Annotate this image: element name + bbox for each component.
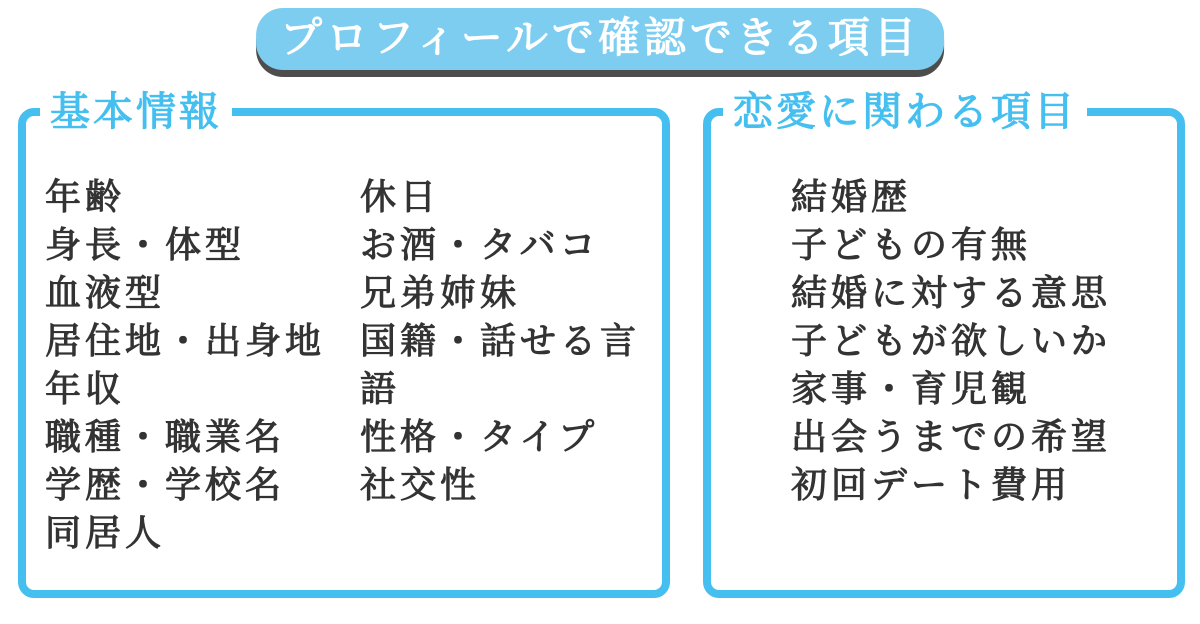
list-item: 家事・育児観	[791, 368, 1032, 409]
list-item: 結婚歴	[791, 176, 912, 217]
section-heading-basic-info: 基本情報	[40, 90, 232, 134]
list-item: 初回デート費用	[791, 464, 1072, 505]
list-item: 血液型	[45, 272, 166, 313]
basic-info-column-1	[45, 173, 360, 557]
basic-info-column-2	[360, 173, 652, 557]
list-item: 年収	[45, 368, 126, 409]
list-item: 年齢	[45, 176, 126, 217]
list-item: 同居人	[45, 512, 166, 553]
basic-info-columns	[26, 116, 662, 557]
list-item: 子どもが欲しいか	[791, 320, 1112, 361]
page-title: プロフィールで確認できる項目	[280, 14, 920, 61]
list-item: 休日	[360, 176, 441, 217]
list-item: お酒・タバコ	[360, 224, 600, 265]
list-item: 兄弟姉妹	[360, 272, 521, 313]
list-item: 子どもの有無	[791, 224, 1032, 265]
list-item: 出会うまでの希望	[791, 416, 1112, 457]
romance-items-columns	[711, 116, 1177, 509]
list-item: 学歴・学校名	[45, 464, 286, 505]
list-item: 職種・職業名	[45, 416, 286, 457]
section-basic-info	[18, 90, 670, 598]
list-item: 結婚に対する意思	[791, 272, 1112, 313]
list-item: 居住地・出身地	[45, 320, 326, 361]
list-item: 性格・タイプ	[360, 416, 599, 457]
list-item: 身長・体型	[45, 224, 246, 265]
section-heading-romance-items: 恋愛に関わる項目	[723, 90, 1087, 134]
list-item: 社交性	[360, 464, 481, 505]
section-romance-items	[703, 90, 1185, 598]
romance-items-column-1	[791, 173, 1111, 509]
list-item: 国籍・話せる言語	[360, 320, 641, 409]
title-banner	[256, 8, 944, 70]
